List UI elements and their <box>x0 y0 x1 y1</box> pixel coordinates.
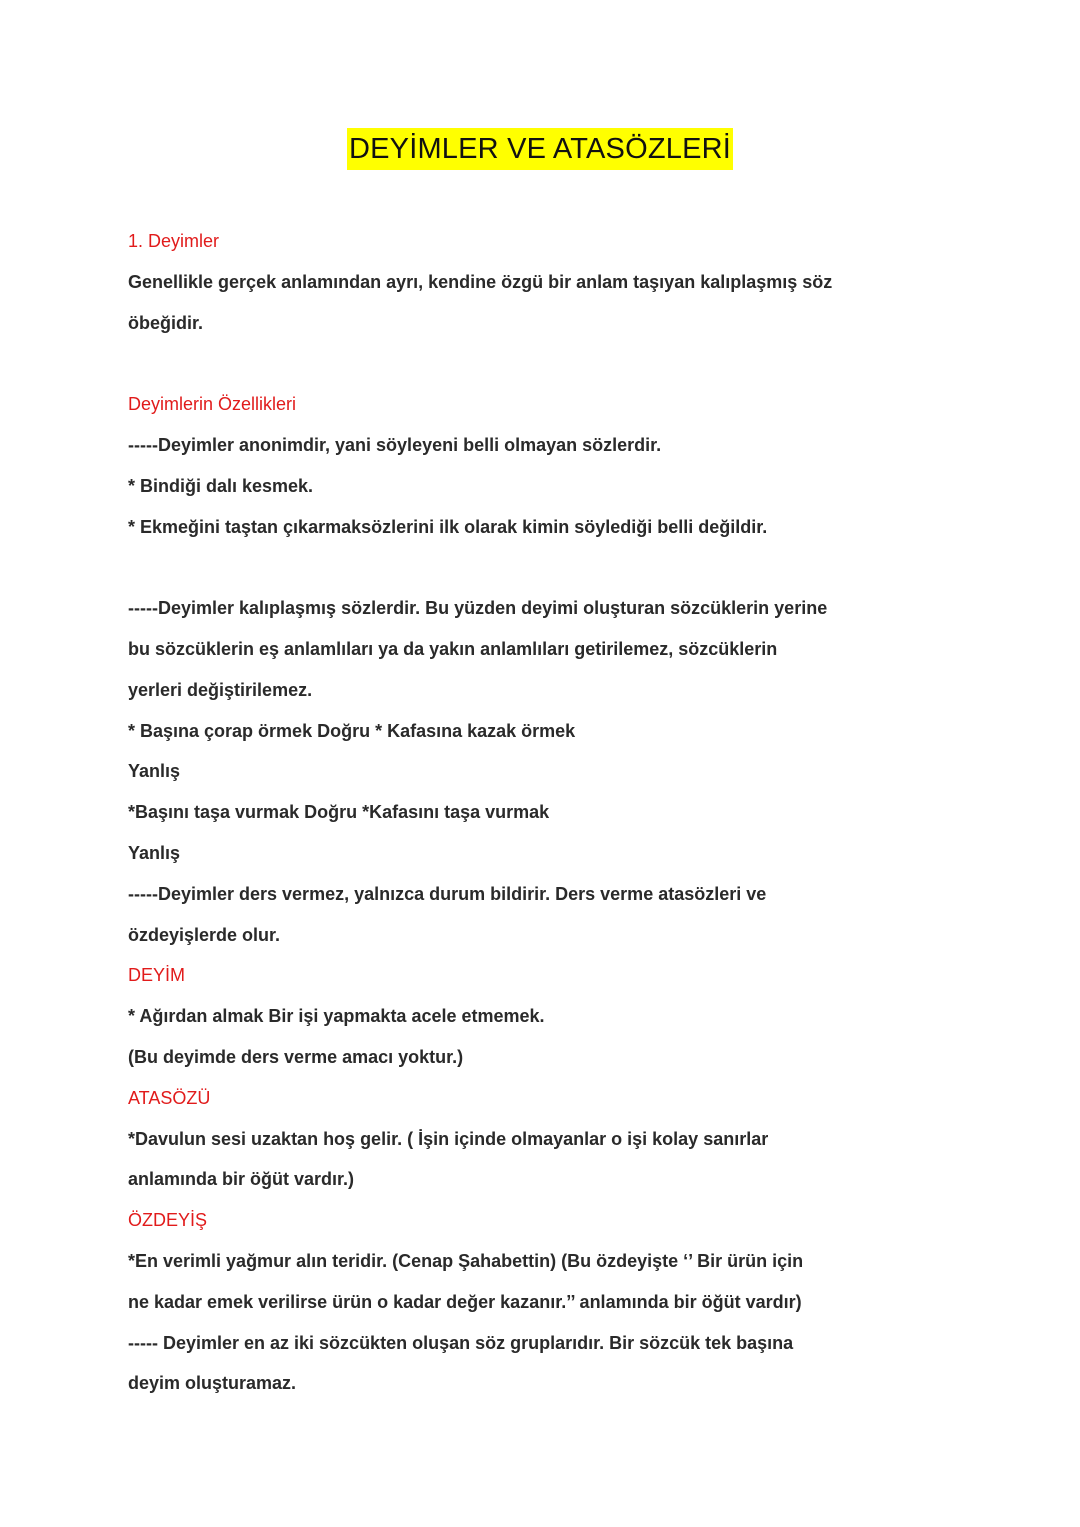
blank-line <box>128 547 848 588</box>
text-line: *Başını taşa vurmak Doğru *Kafasını taşa vurmak <box>128 802 550 823</box>
section-heading: Deyimlerin Özellikleri <box>128 394 297 415</box>
text-line: * Ekmeğini taştan çıkarmaksözlerini ilk olarak kimin söylediği belli değildir. <box>128 516 768 537</box>
section-heading: ÖZDEYİŞ <box>128 1210 208 1231</box>
text-line: -----Deyimler anonimdir, yani söyleyeni belli olmayan sözlerdir. <box>128 434 662 455</box>
section-heading: 1. Deyimler <box>128 231 220 251</box>
text-line: öbeğidir. <box>128 312 204 333</box>
section-heading: DEYİM <box>128 965 186 986</box>
section-heading: ATASÖZÜ <box>128 1087 211 1108</box>
text-line: Yanlış <box>128 842 181 863</box>
document-body <box>128 221 848 1404</box>
text-line: * Bindiği dalı kesmek. <box>128 475 314 496</box>
text-line: *Davulun sesi uzaktan hoş gelir. ( İşin içinde olmayanlar o işi kolay sanırlar <box>128 1128 769 1149</box>
text-line: (Bu deyimde ders verme amacı yoktur.) <box>128 1046 464 1067</box>
text-line: bu sözcüklerin eş anlamlıları ya da yakın anlamlıları getirilemez, sözcüklerin <box>128 638 778 659</box>
text-line: Genellikle gerçek anlamından ayrı, kendine özgü bir anlam taşıyan kalıplaşmış söz <box>128 271 833 292</box>
blank-line <box>128 343 848 384</box>
text-line: * Ağırdan almak Bir işi yapmakta acele etmemek. <box>128 1006 545 1027</box>
text-line: ----- Deyimler en az iki sözcükten oluşan söz gruplarıdır. Bir sözcük tek başına <box>128 1332 794 1353</box>
text-line: anlamında bir öğüt vardır.) <box>128 1169 355 1190</box>
text-line: yerleri değiştirilemez. <box>128 679 313 700</box>
page-title: DEYİMLER VE ATASÖZLERİ <box>347 128 733 170</box>
text-line: -----Deyimler ders vermez, yalnızca durum bildirir. Ders verme atasözleri ve <box>128 883 767 904</box>
text-line: -----Deyimler kalıplaşmış sözlerdir. Bu yüzden deyimi oluşturan sözcüklerin yerine <box>128 598 828 619</box>
text-line: * Başına çorap örmek Doğru * Kafasına kazak örmek <box>128 720 576 741</box>
text-line: ne kadar emek verilirse ürün o kadar değer kazanır.’’ anlamında bir öğüt vardır) <box>128 1291 802 1312</box>
text-line: özdeyişlerde olur. <box>128 924 281 945</box>
text-line: *En verimli yağmur alın teridir. (Cenap Şahabettin) (Bu özdeyişte ‘’ Bir ürün için <box>128 1250 804 1271</box>
text-line: deyim oluşturamaz. <box>128 1373 297 1394</box>
title-wrap <box>0 128 1080 170</box>
text-line: Yanlış <box>128 761 181 782</box>
